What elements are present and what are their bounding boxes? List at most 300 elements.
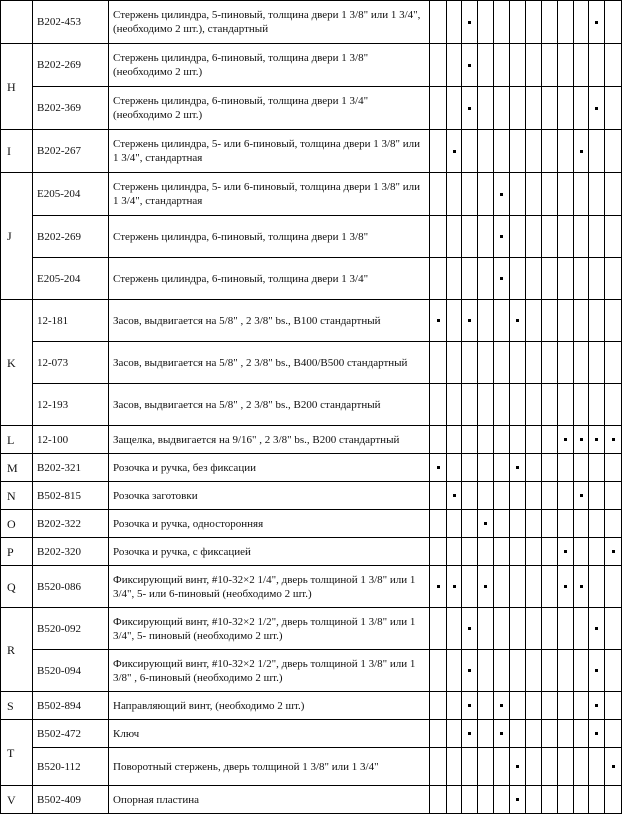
compatibility-cell — [510, 216, 526, 258]
compatibility-cell — [462, 130, 478, 173]
compatibility-cell — [478, 454, 494, 482]
part-code-cell: 12-193 — [33, 384, 109, 426]
compatibility-cell — [478, 748, 494, 786]
part-description-cell: Фиксирующий винт, #10-32×2 1/2", дверь толщиной 1 3/8" или 1 3/8" , 6-пиновый (необходимо 2 шт.) — [109, 650, 430, 692]
compatibility-cell — [589, 510, 605, 538]
compatibility-cell — [447, 44, 462, 87]
compatibility-cell — [605, 692, 622, 720]
part-description-cell: Розочка и ручка, с фиксацией — [109, 538, 430, 566]
table-row — [1, 173, 622, 216]
compatibility-cell — [605, 300, 622, 342]
compatibility-cell — [526, 173, 542, 216]
compatibility-cell — [542, 720, 558, 748]
compatibility-dot — [453, 494, 456, 497]
compatibility-cell — [510, 510, 526, 538]
compatibility-cell — [558, 216, 574, 258]
compatibility-cell — [430, 44, 447, 87]
compatibility-cell — [574, 426, 589, 454]
table-row — [1, 538, 622, 566]
compatibility-dot — [500, 193, 503, 196]
compatibility-cell — [605, 510, 622, 538]
compatibility-cell — [447, 216, 462, 258]
compatibility-cell — [605, 538, 622, 566]
compatibility-cell — [558, 482, 574, 510]
part-code-cell: B202-269 — [33, 44, 109, 87]
compatibility-cell — [430, 173, 447, 216]
compatibility-cell — [430, 1, 447, 44]
compatibility-cell — [494, 1, 510, 44]
compatibility-cell — [510, 608, 526, 650]
compatibility-cell — [447, 1, 462, 44]
compatibility-cell — [589, 608, 605, 650]
compatibility-dot — [516, 466, 519, 469]
compatibility-cell — [494, 650, 510, 692]
compatibility-cell — [494, 300, 510, 342]
compatibility-cell — [526, 748, 542, 786]
compatibility-cell — [589, 216, 605, 258]
compatibility-cell — [526, 538, 542, 566]
compatibility-cell — [510, 692, 526, 720]
compatibility-cell — [542, 384, 558, 426]
compatibility-cell — [510, 342, 526, 384]
part-description-cell: Стержень цилиндра, 5- или 6-пиновый, толщина двери 1 3/8" или 1 3/4", стандартная — [109, 130, 430, 173]
compatibility-cell — [478, 650, 494, 692]
compatibility-cell — [605, 342, 622, 384]
compatibility-cell — [430, 482, 447, 510]
part-code-cell: E205-204 — [33, 258, 109, 300]
compatibility-dot — [580, 494, 583, 497]
part-code-cell: B202-453 — [33, 1, 109, 44]
compatibility-cell — [478, 608, 494, 650]
compatibility-cell — [558, 258, 574, 300]
table-row — [1, 454, 622, 482]
compatibility-cell — [510, 650, 526, 692]
compatibility-cell — [542, 130, 558, 173]
part-description-cell: Розочка и ручка, односторонняя — [109, 510, 430, 538]
compatibility-cell — [589, 454, 605, 482]
compatibility-dot — [612, 438, 615, 441]
compatibility-cell — [605, 748, 622, 786]
part-description-cell: Стержень цилиндра, 6-пиновый, толщина двери 1 3/4" — [109, 258, 430, 300]
compatibility-cell — [589, 786, 605, 814]
compatibility-cell — [510, 538, 526, 566]
compatibility-cell — [430, 538, 447, 566]
part-description-cell: Стержень цилиндра, 6-пиновый, толщина двери 1 3/8" — [109, 216, 430, 258]
compatibility-cell — [605, 87, 622, 130]
compatibility-cell — [447, 130, 462, 173]
compatibility-cell — [462, 173, 478, 216]
compatibility-cell — [526, 342, 542, 384]
compatibility-cell — [430, 650, 447, 692]
compatibility-cell — [558, 1, 574, 44]
compatibility-cell — [447, 538, 462, 566]
compatibility-cell — [605, 216, 622, 258]
compatibility-cell — [542, 342, 558, 384]
compatibility-cell — [574, 538, 589, 566]
compatibility-cell — [574, 130, 589, 173]
compatibility-cell — [462, 538, 478, 566]
compatibility-cell — [478, 173, 494, 216]
compatibility-cell — [574, 608, 589, 650]
compatibility-cell — [430, 384, 447, 426]
compatibility-cell — [478, 482, 494, 510]
compatibility-cell — [542, 426, 558, 454]
compatibility-cell — [510, 384, 526, 426]
compatibility-cell — [558, 342, 574, 384]
part-description-cell: Стержень цилиндра, 5- или 6-пиновый, толщина двери 1 3/8" или 1 3/4", стандартная — [109, 173, 430, 216]
compatibility-cell — [462, 748, 478, 786]
compatibility-cell — [574, 216, 589, 258]
compatibility-cell — [510, 566, 526, 608]
compatibility-cell — [462, 258, 478, 300]
compatibility-cell — [605, 608, 622, 650]
compatibility-cell — [494, 130, 510, 173]
table-row — [1, 130, 622, 173]
compatibility-cell — [447, 692, 462, 720]
compatibility-cell — [526, 300, 542, 342]
compatibility-dot — [500, 277, 503, 280]
compatibility-cell — [510, 300, 526, 342]
part-description-cell: Стержень цилиндра, 6-пиновый, толщина двери 1 3/4" (необходимо 2 шт.) — [109, 87, 430, 130]
compatibility-cell — [558, 87, 574, 130]
compatibility-cell — [462, 454, 478, 482]
compatibility-cell — [447, 426, 462, 454]
part-description-cell: Розочка заготовки — [109, 482, 430, 510]
compatibility-cell — [430, 87, 447, 130]
compatibility-cell — [447, 566, 462, 608]
compatibility-cell — [494, 216, 510, 258]
compatibility-cell — [494, 258, 510, 300]
compatibility-cell — [542, 454, 558, 482]
compatibility-cell — [510, 454, 526, 482]
compatibility-cell — [447, 87, 462, 130]
compatibility-cell — [558, 454, 574, 482]
compatibility-cell — [574, 650, 589, 692]
part-code-cell: 12-073 — [33, 342, 109, 384]
compatibility-cell — [478, 1, 494, 44]
compatibility-dot — [595, 669, 598, 672]
compatibility-cell — [430, 130, 447, 173]
compatibility-cell — [526, 384, 542, 426]
part-code-cell: B520-086 — [33, 566, 109, 608]
compatibility-cell — [605, 454, 622, 482]
compatibility-cell — [558, 692, 574, 720]
compatibility-cell — [589, 692, 605, 720]
compatibility-cell — [430, 300, 447, 342]
part-code-cell: 12-181 — [33, 300, 109, 342]
compatibility-dot — [453, 150, 456, 153]
compatibility-cell — [574, 87, 589, 130]
compatibility-dot — [437, 585, 440, 588]
compatibility-dot — [468, 704, 471, 707]
compatibility-cell — [510, 130, 526, 173]
compatibility-cell — [542, 786, 558, 814]
group-letter-cell: M — [1, 454, 33, 482]
compatibility-cell — [574, 510, 589, 538]
compatibility-cell — [542, 650, 558, 692]
compatibility-cell — [478, 342, 494, 384]
compatibility-dot — [516, 319, 519, 322]
compatibility-cell — [526, 720, 542, 748]
compatibility-cell — [430, 608, 447, 650]
part-description-cell: Защелка, выдвигается на 9/16" , 2 3/8" bs., B200 стандартный — [109, 426, 430, 454]
group-letter-cell: R — [1, 608, 33, 692]
compatibility-cell — [589, 44, 605, 87]
compatibility-cell — [494, 384, 510, 426]
compatibility-cell — [589, 300, 605, 342]
compatibility-cell — [462, 1, 478, 44]
compatibility-cell — [589, 130, 605, 173]
compatibility-cell — [526, 258, 542, 300]
compatibility-cell — [447, 173, 462, 216]
compatibility-cell — [526, 566, 542, 608]
compatibility-cell — [605, 1, 622, 44]
part-description-cell: Фиксирующий винт, #10-32×2 1/4", дверь толщиной 1 3/8" или 1 3/4", 5- или 6-пиновый (необходимо 2 шт.) — [109, 566, 430, 608]
compatibility-cell — [589, 384, 605, 426]
compatibility-cell — [605, 426, 622, 454]
table-row — [1, 692, 622, 720]
part-code-cell: B502-894 — [33, 692, 109, 720]
compatibility-cell — [542, 1, 558, 44]
compatibility-cell — [494, 87, 510, 130]
group-letter-cell: J — [1, 173, 33, 300]
compatibility-cell — [605, 720, 622, 748]
compatibility-dot — [564, 585, 567, 588]
part-code-cell: B202-322 — [33, 510, 109, 538]
part-description-cell: Засов, выдвигается на 5/8" , 2 3/8" bs., B100 стандартный — [109, 300, 430, 342]
compatibility-dot — [595, 21, 598, 24]
compatibility-cell — [462, 342, 478, 384]
part-description-cell: Стержень цилиндра, 5-пиновый, толщина двери 1 3/8" или 1 3/4", (необходимо 2 шт.), стандартный — [109, 1, 430, 44]
compatibility-dot — [595, 627, 598, 630]
part-code-cell: B202-369 — [33, 87, 109, 130]
compatibility-cell — [430, 566, 447, 608]
compatibility-dot — [468, 627, 471, 630]
compatibility-cell — [526, 454, 542, 482]
compatibility-cell — [478, 786, 494, 814]
compatibility-cell — [558, 510, 574, 538]
part-description-cell: Ключ — [109, 720, 430, 748]
compatibility-cell — [430, 510, 447, 538]
compatibility-dot — [484, 522, 487, 525]
compatibility-cell — [447, 342, 462, 384]
compatibility-dot — [564, 550, 567, 553]
table-row — [1, 384, 622, 426]
compatibility-cell — [558, 44, 574, 87]
compatibility-cell — [605, 384, 622, 426]
group-letter-cell: N — [1, 482, 33, 510]
compatibility-dot — [484, 585, 487, 588]
table-row — [1, 87, 622, 130]
compatibility-cell — [589, 87, 605, 130]
compatibility-cell — [494, 510, 510, 538]
table-row — [1, 566, 622, 608]
compatibility-cell — [430, 720, 447, 748]
compatibility-cell — [510, 720, 526, 748]
table-row — [1, 216, 622, 258]
compatibility-dot — [437, 466, 440, 469]
compatibility-cell — [494, 748, 510, 786]
part-description-cell: Розочка и ручка, без фиксации — [109, 454, 430, 482]
compatibility-cell — [542, 216, 558, 258]
compatibility-cell — [574, 720, 589, 748]
part-code-cell: B502-409 — [33, 786, 109, 814]
compatibility-cell — [430, 342, 447, 384]
compatibility-cell — [447, 650, 462, 692]
compatibility-cell — [605, 566, 622, 608]
part-description-cell: Поворотный стержень, дверь толщиной 1 3/8" или 1 3/4" — [109, 748, 430, 786]
table-row — [1, 300, 622, 342]
compatibility-cell — [430, 216, 447, 258]
group-letter-cell: T — [1, 720, 33, 786]
compatibility-dot — [437, 319, 440, 322]
compatibility-cell — [478, 720, 494, 748]
part-description-cell: Направляющий винт, (необходимо 2 шт.) — [109, 692, 430, 720]
part-code-cell: B202-267 — [33, 130, 109, 173]
compatibility-cell — [462, 692, 478, 720]
compatibility-cell — [494, 608, 510, 650]
compatibility-dot — [453, 585, 456, 588]
compatibility-cell — [574, 454, 589, 482]
compatibility-cell — [478, 216, 494, 258]
table-row — [1, 748, 622, 786]
part-code-cell: B520-112 — [33, 748, 109, 786]
compatibility-cell — [589, 426, 605, 454]
part-code-cell: B502-815 — [33, 482, 109, 510]
part-description-cell: Фиксирующий винт, #10-32×2 1/2", дверь толщиной 1 3/8" или 1 3/4", 5- пиновый (необходимо 2 шт.) — [109, 608, 430, 650]
compatibility-cell — [574, 1, 589, 44]
compatibility-cell — [447, 258, 462, 300]
table-row — [1, 258, 622, 300]
compatibility-cell — [558, 650, 574, 692]
compatibility-cell — [589, 482, 605, 510]
compatibility-cell — [558, 748, 574, 786]
compatibility-cell — [430, 692, 447, 720]
group-letter-cell: Q — [1, 566, 33, 608]
compatibility-cell — [542, 538, 558, 566]
compatibility-cell — [462, 650, 478, 692]
compatibility-cell — [574, 173, 589, 216]
compatibility-cell — [447, 720, 462, 748]
table-row — [1, 608, 622, 650]
compatibility-cell — [526, 482, 542, 510]
compatibility-dot — [468, 21, 471, 24]
compatibility-cell — [462, 384, 478, 426]
group-letter-cell: K — [1, 300, 33, 426]
compatibility-cell — [510, 87, 526, 130]
compatibility-cell — [542, 258, 558, 300]
compatibility-cell — [605, 786, 622, 814]
compatibility-cell — [447, 748, 462, 786]
compatibility-cell — [558, 720, 574, 748]
compatibility-dot — [580, 438, 583, 441]
group-letter-cell: O — [1, 510, 33, 538]
compatibility-cell — [510, 786, 526, 814]
compatibility-cell — [574, 44, 589, 87]
compatibility-cell — [589, 650, 605, 692]
compatibility-cell — [447, 482, 462, 510]
compatibility-cell — [478, 538, 494, 566]
compatibility-dot — [468, 669, 471, 672]
compatibility-cell — [589, 342, 605, 384]
part-code-cell: 12-100 — [33, 426, 109, 454]
compatibility-cell — [574, 748, 589, 786]
compatibility-dot — [516, 798, 519, 801]
compatibility-cell — [526, 510, 542, 538]
compatibility-cell — [462, 566, 478, 608]
compatibility-cell — [605, 44, 622, 87]
compatibility-cell — [430, 454, 447, 482]
compatibility-dot — [468, 732, 471, 735]
compatibility-cell — [589, 1, 605, 44]
compatibility-cell — [494, 538, 510, 566]
compatibility-cell — [605, 130, 622, 173]
compatibility-cell — [542, 510, 558, 538]
compatibility-cell — [494, 44, 510, 87]
compatibility-cell — [462, 216, 478, 258]
compatibility-cell — [478, 384, 494, 426]
part-description-cell: Стержень цилиндра, 6-пиновый, толщина двери 1 3/8" (необходимо 2 шт.) — [109, 44, 430, 87]
parts-table-body — [1, 1, 622, 814]
compatibility-cell — [478, 510, 494, 538]
compatibility-cell — [478, 692, 494, 720]
compatibility-cell — [462, 608, 478, 650]
table-row — [1, 1, 622, 44]
compatibility-cell — [589, 566, 605, 608]
compatibility-cell — [574, 300, 589, 342]
table-row — [1, 510, 622, 538]
compatibility-cell — [462, 510, 478, 538]
compatibility-cell — [558, 130, 574, 173]
part-code-cell: B520-094 — [33, 650, 109, 692]
compatibility-cell — [605, 258, 622, 300]
group-letter-cell: V — [1, 786, 33, 814]
part-code-cell: B202-321 — [33, 454, 109, 482]
compatibility-cell — [494, 786, 510, 814]
compatibility-cell — [447, 384, 462, 426]
compatibility-cell — [574, 786, 589, 814]
compatibility-cell — [542, 300, 558, 342]
compatibility-cell — [558, 384, 574, 426]
compatibility-cell — [494, 566, 510, 608]
compatibility-cell — [494, 720, 510, 748]
compatibility-cell — [589, 748, 605, 786]
compatibility-cell — [478, 566, 494, 608]
part-description-cell: Опорная пластина — [109, 786, 430, 814]
compatibility-cell — [462, 786, 478, 814]
compatibility-dot — [612, 550, 615, 553]
compatibility-cell — [558, 566, 574, 608]
compatibility-cell — [589, 173, 605, 216]
compatibility-cell — [574, 384, 589, 426]
group-letter-cell: S — [1, 692, 33, 720]
compatibility-dot — [516, 765, 519, 768]
compatibility-cell — [510, 482, 526, 510]
compatibility-cell — [542, 566, 558, 608]
compatibility-cell — [605, 173, 622, 216]
table-row — [1, 44, 622, 87]
compatibility-cell — [542, 608, 558, 650]
compatibility-cell — [462, 44, 478, 87]
compatibility-cell — [589, 258, 605, 300]
compatibility-cell — [558, 608, 574, 650]
compatibility-dot — [595, 438, 598, 441]
compatibility-dot — [500, 235, 503, 238]
compatibility-cell — [447, 510, 462, 538]
compatibility-cell — [510, 258, 526, 300]
compatibility-cell — [510, 748, 526, 786]
compatibility-cell — [605, 482, 622, 510]
